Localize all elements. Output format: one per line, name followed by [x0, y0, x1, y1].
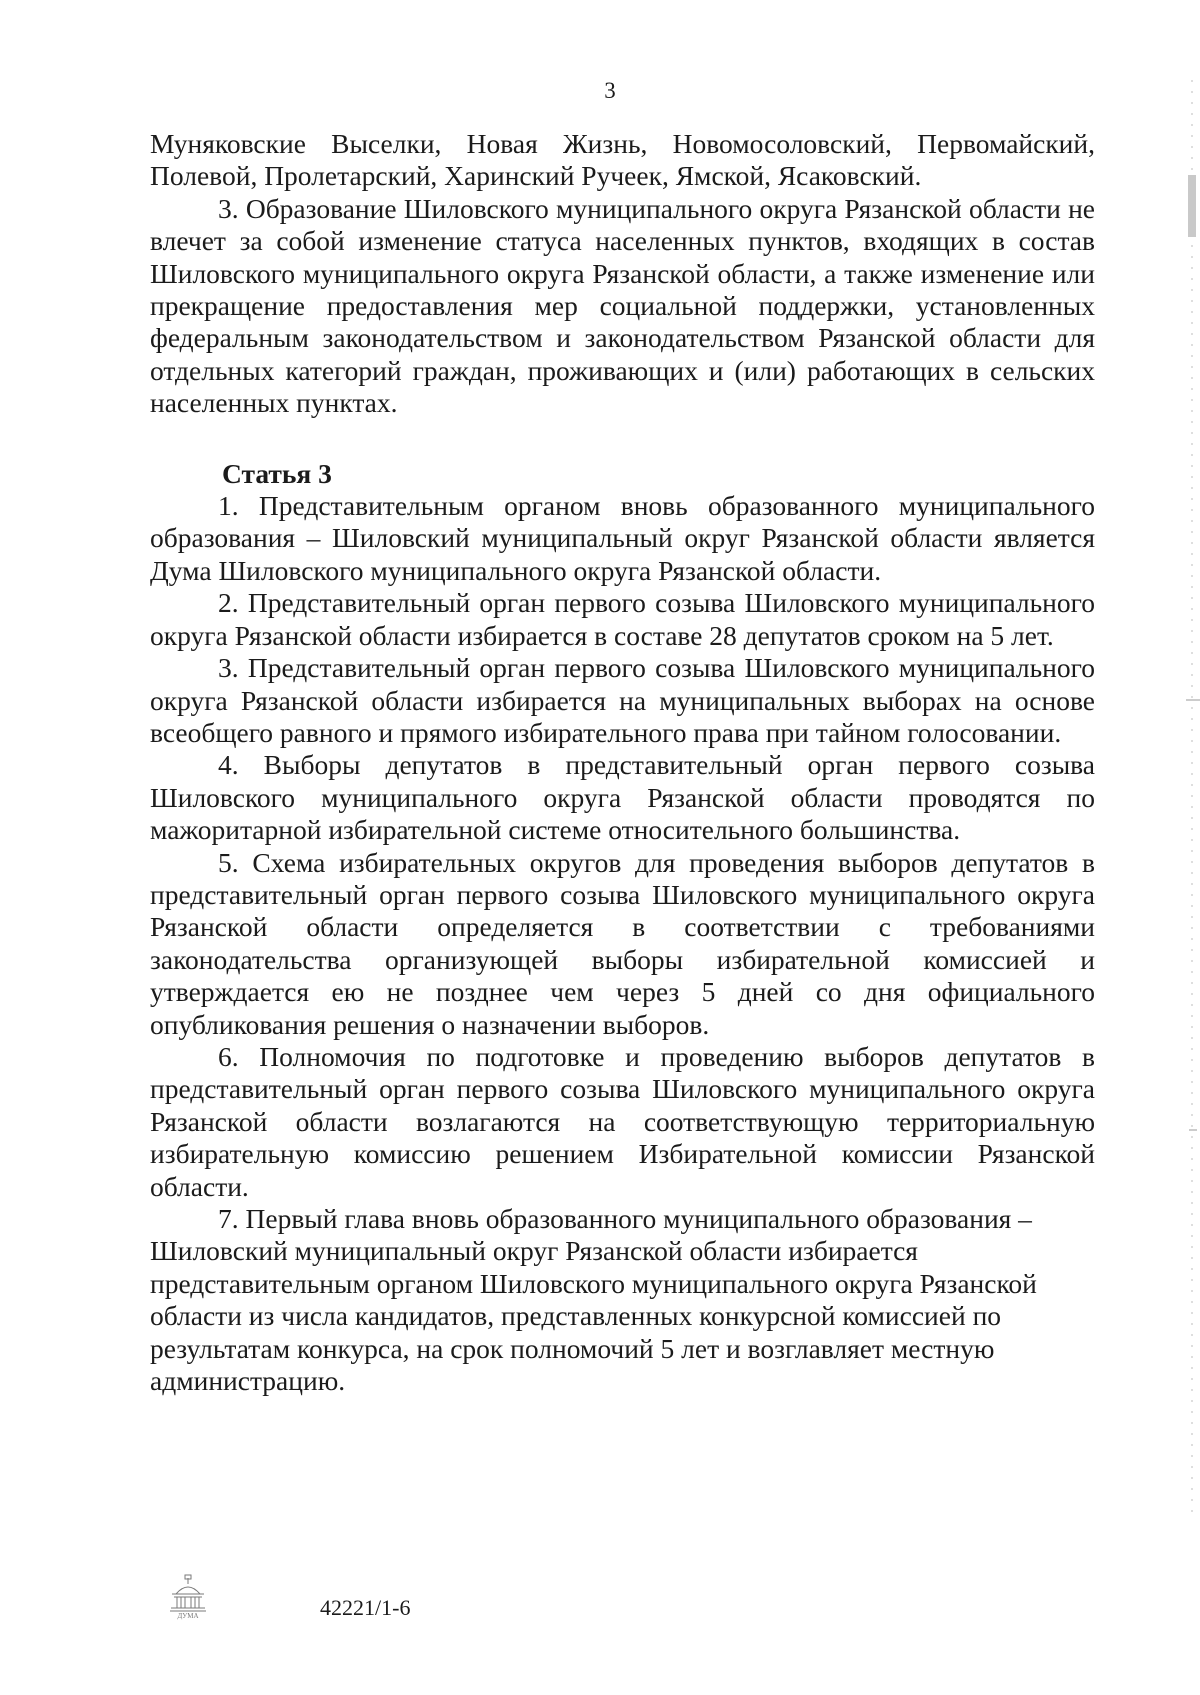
paragraph-continuation: Муняковские Выселки, Новая Жизнь, Новомосоловский, Первомайский, Полевой, Пролетарский, Харинский Ручеек, Ямской, Ясаковский.: [150, 128, 1095, 192]
article-title: Статья 3: [222, 457, 332, 489]
document-body: [150, 128, 1095, 1397]
page-number: 3: [604, 78, 616, 103]
article-item-2: 2. Представительный орган первого созыва Шиловского муниципального округа Рязанской области избирается в составе 28 депутатов сроком на 5 лет.: [150, 587, 1095, 651]
article-item-3: 3. Представительный орган первого созыва Шиловского муниципального округа Рязанской области избирается на муниципальных выборах на основе всеобщего равного и прямого избирательного права при тайном голосовании.: [150, 652, 1095, 748]
article-item-4: 4. Выборы депутатов в представительный орган первого созыва Шиловского муниципального округа Рязанской области проводятся по мажоритарной избирательной системе относительного большинства.: [150, 749, 1095, 846]
duma-building-stamp-icon: [168, 1574, 208, 1620]
svg-text:ДУМА: ДУМА: [177, 1612, 199, 1620]
article-item-7: 7. Первый глава вновь образованного муниципального образования – Шиловский муниципальный округ Рязанской области избирается представительным органом Шиловского муниципального округа Рязанской области из числа кандидатов, представленных конкурсной комиссией по результатам конкурса, на срок полномочий 5 лет и возглавляет местную администрацию.: [150, 1203, 1037, 1397]
article-item-5: 5. Схема избирательных округов для проведения выборов депутатов в представительный орган первого созыва Шиловского муниципального округа Рязанской области определяется в соответствии с требованиями законодательства организующей выборы избирательной комиссией и утверждается ею не позднее чем через 5 дней со дня официального опубликования решения о назначении выборов.: [150, 846, 1095, 1040]
paragraph-item-3: 3. Образование Шиловского муниципального округа Рязанской области не влечет за собой изменение статуса населенных пунктов, входящих в состав Шиловского муниципального округа Рязанской области, а также изменение или прекращение предоставления мер социальной поддержки, установленных федеральным законодательством и законодательством Рязанской области для отдельных категорий граждан, проживающих и (или) работающих в сельских населенных пунктах.: [150, 192, 1095, 419]
article-item-1: 1. Представительным органом вновь образованного муниципального образования – Шиловский муниципальный округ Рязанской области является Дума Шиловского муниципального округа Рязанской области.: [150, 490, 1095, 586]
scan-edge-marks: [1186, 80, 1200, 1520]
article-item-6: 6. Полномочия по подготовке и проведению выборов депутатов в представительный орган первого созыва Шиловского муниципального округа Рязанской области возлагаются на соответствующую территориальную избирательную комиссию решением Избирательной комиссии Рязанской области.: [150, 1040, 1095, 1202]
document-code: 42221/1-6: [320, 1595, 411, 1620]
